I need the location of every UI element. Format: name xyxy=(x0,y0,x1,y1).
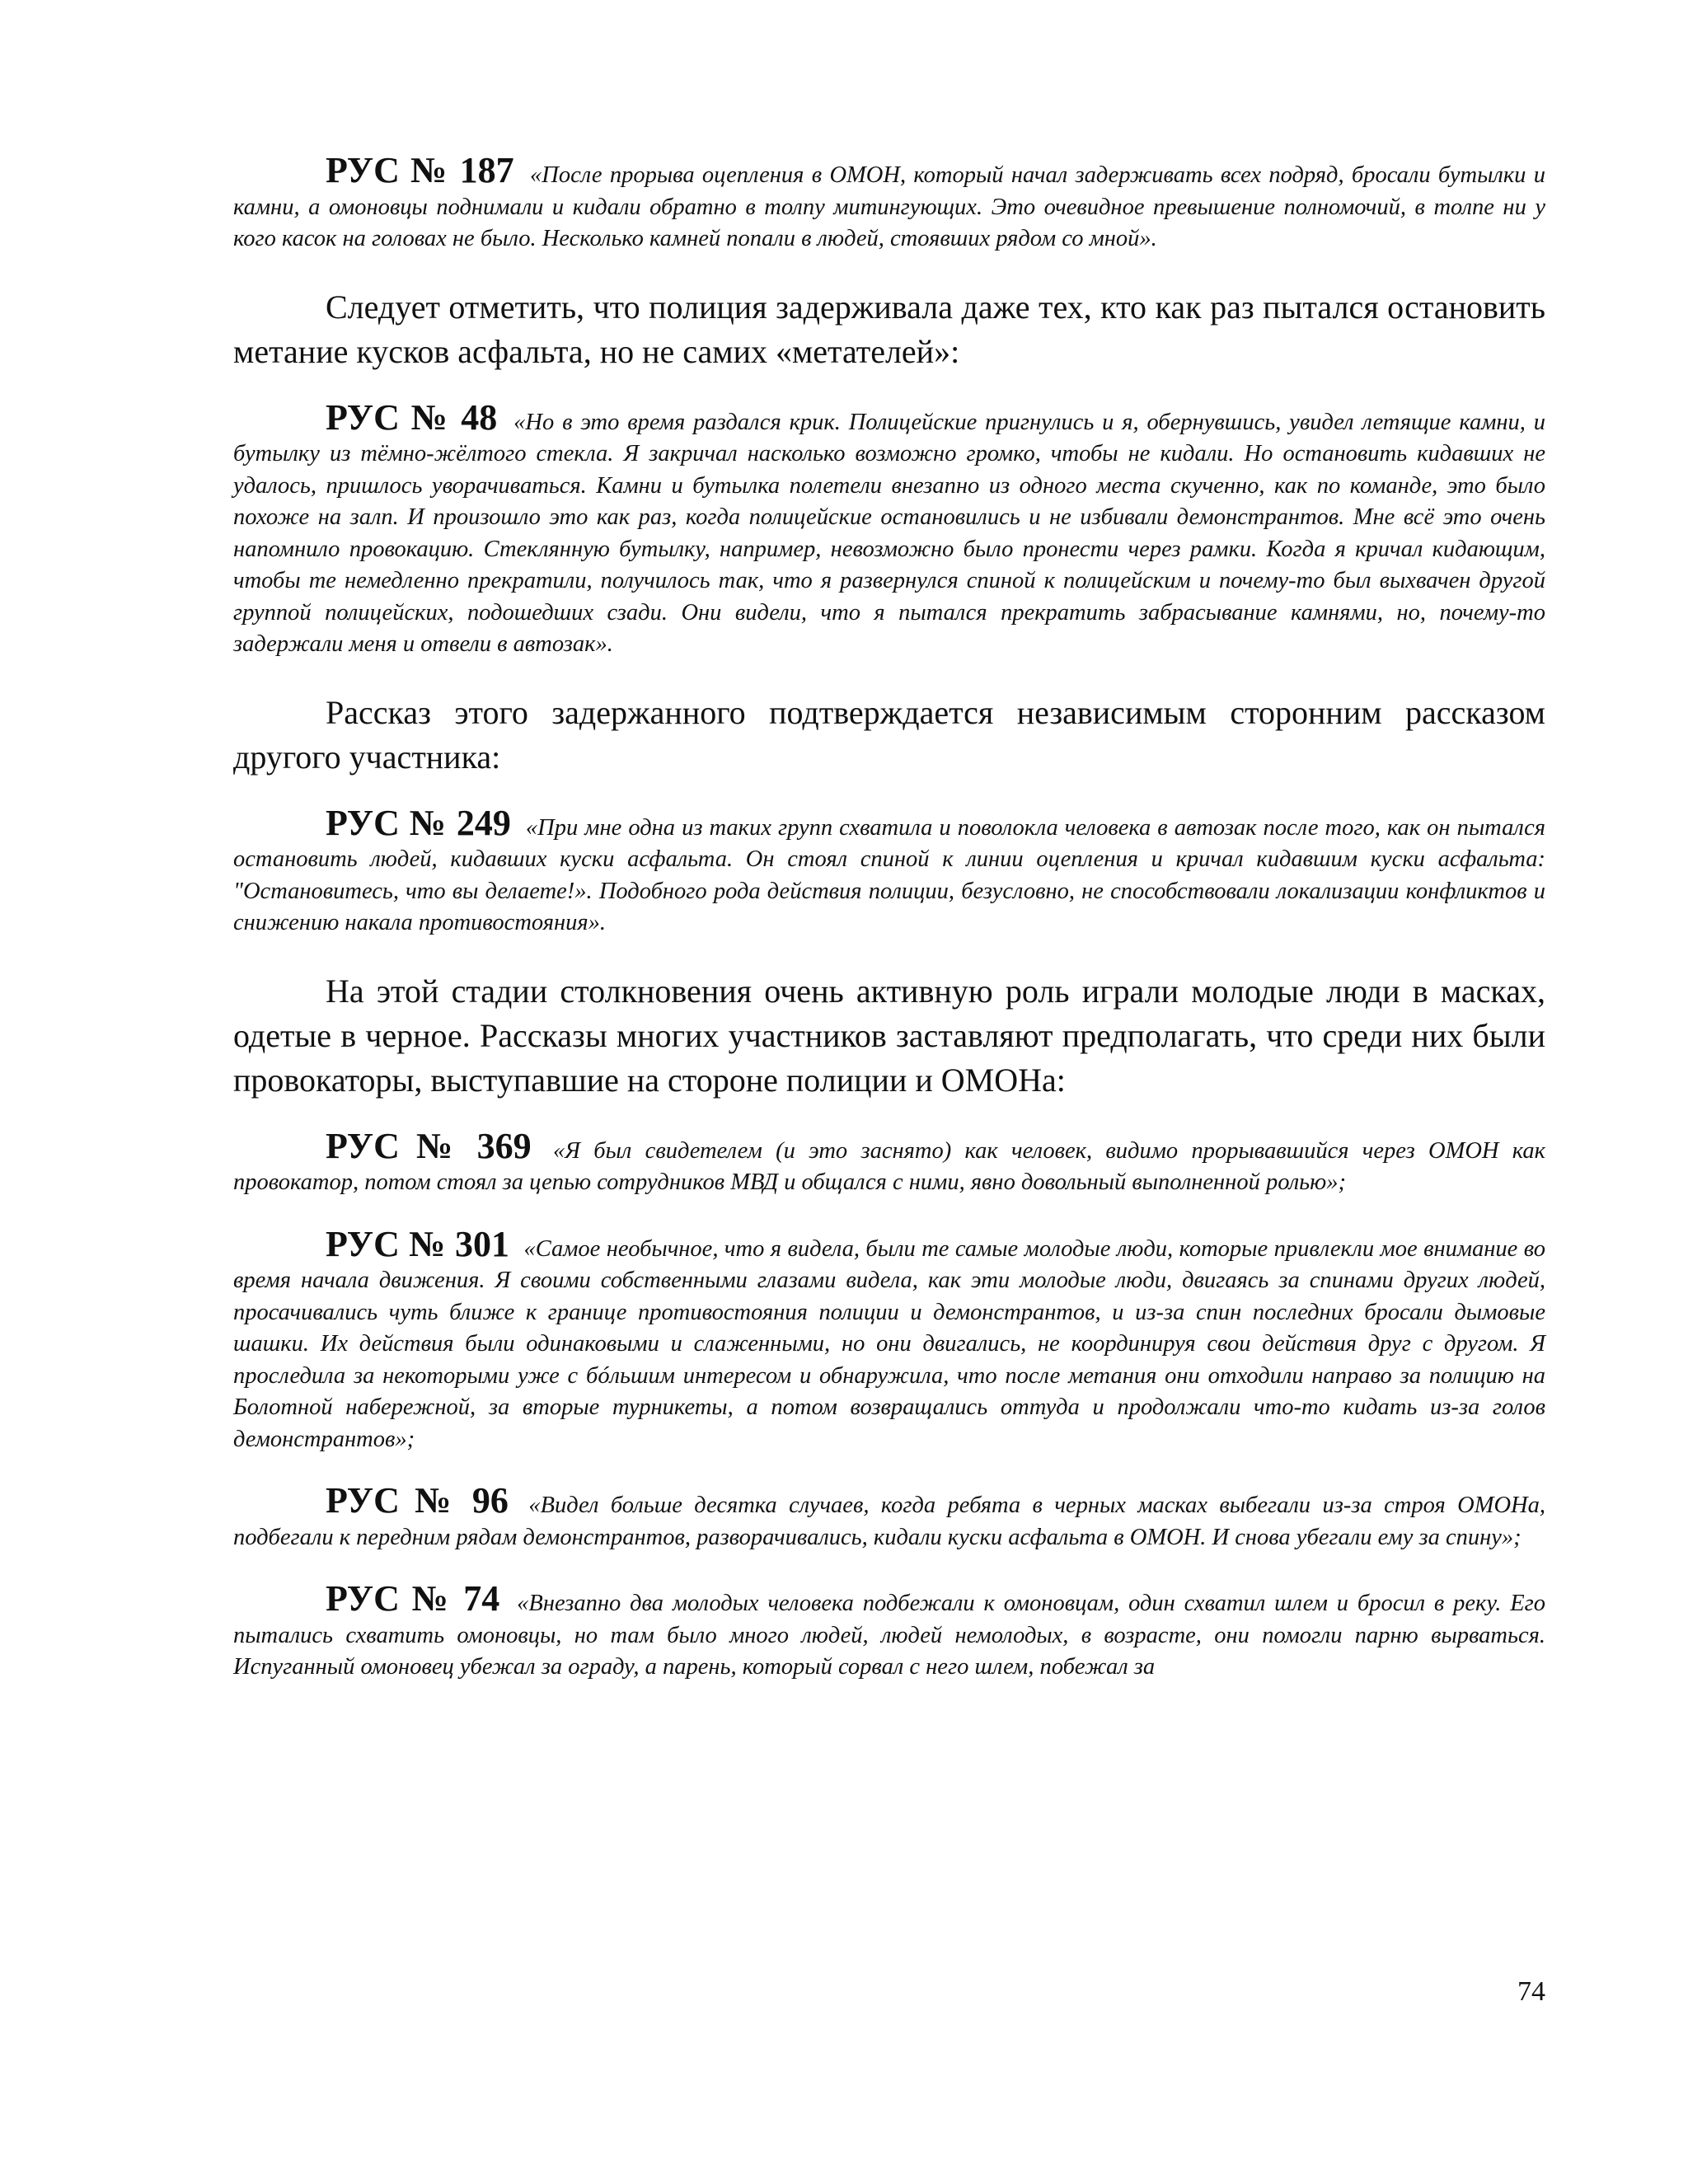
testimony-quote xyxy=(233,1578,1546,1684)
body-paragraph: На этой стадии столкновения очень активную роль играли молодые люди в масках, одетые в черное. Рассказы многих участников заставляют предполагать, что среди них были провокаторы, выступавшие на стороне полиции и ОМОНа: xyxy=(233,972,1545,1099)
testimony-quote xyxy=(233,802,1546,940)
testimony-label: РУС № 369 xyxy=(326,1125,532,1166)
body-paragraph: Рассказ этого задержанного подтверждается независимым сторонним рассказом другого участника: xyxy=(233,693,1545,776)
body-paragraph: Следует отметить, что полиция задерживала даже тех, кто как раз пытался остановить метание кусков асфальта, но не самих «метателей»: xyxy=(233,288,1545,370)
document-body xyxy=(233,150,1546,1684)
testimony-text: «Видел больше десятка случаев, когда ребята в черных масках выбегали из-за строя ОМОНа, подбегали к передним рядам демонстрантов, разворачивались, кидали куски асфальта в ОМОН. И снова убегали ему за спину»; xyxy=(233,1493,1546,1550)
testimony-text: «Внезапно два молодых человека подбежали к омоновцам, один схватил шлем и бросил в реку. Его пытались схватить омоновцы, но там было много людей, людей немолодых, в возрасте, они помогли парню вырваться. Испуганный омоновец убежал за ограду, а парень, который сорвал с него шлем, побежал за xyxy=(233,1591,1546,1680)
page-number: 74 xyxy=(1517,1976,1545,2007)
testimony-text: «При мне одна из таких групп схватила и поволокла человека в автозак после того, как он пытался остановить людей, кидавших куски асфальта. Он стоял спиной к линии оцепления и кричал кидавшим куски асфальта: "Остановитесь, что вы делаете!». Подобного рода действия полиции, безусловно, не способствовали локализации конфликтов и снижению накала противостояния». xyxy=(233,814,1546,935)
testimony-quote xyxy=(233,396,1546,661)
testimony-label: РУС № 249 xyxy=(326,802,511,843)
testimony-label: РУС № 74 xyxy=(326,1578,500,1619)
testimony-label: РУС № 187 xyxy=(326,150,514,190)
testimony-quote xyxy=(233,1223,1546,1456)
testimony-quote xyxy=(233,1480,1546,1554)
testimony-text: «Самое необычное, что я видела, были те самые молодые люди, которые привлекли мое внимание во время начала движения. Я своими собственными глазами видела, как эти молодые люди, двигаясь за спинами других людей, просачивались чуть ближе к границе противостояния полиции и демонстрантов, и из-за спин последних бросали дымовые шашки. Их действия были одинаковыми и слаженными, но они двигались, не координируя свои действия друг с другом. Я проследила за некоторыми уже с бóльшим интересом и обнаружила, что после метания они отходили направо за полицию на Болотной набережной, за вторые турникеты, а потом возвращались оттуда и продолжали что-то кидать из-за голов демонстрантов»; xyxy=(233,1235,1546,1452)
testimony-quote xyxy=(233,150,1545,255)
testimony-label: РУС № 96 xyxy=(326,1480,509,1521)
testimony-text: «После прорыва оцепления в ОМОН, который начал задерживать всех подряд, бросали бутылки и камни, а омоновцы поднимали и кидали обратно в толпу митингующих. Это очевидное превышение полномочий, в толпе ни у кого касок на головах не было. Несколько камней попали в людей, стоявших рядом со мной». xyxy=(233,162,1545,251)
testimony-quote xyxy=(233,1125,1546,1199)
testimony-label: РУС № 301 xyxy=(326,1223,510,1264)
testimony-text: «Я был свидетелем (и это заснято) как человек, видимо прорывавшийся через ОМОН как провокатор, потом стоял за цепью сотрудников МВД и общался с ними, явно довольный выполненной ролью»; xyxy=(233,1137,1546,1195)
testimony-label: РУС № 48 xyxy=(326,396,498,438)
testimony-text: «Но в это время раздался крик. Полицейские пригнулись и я, обернувшись, увидел летящие камни, и бутылку из тёмно-жёлтого стекла. Я закричал насколько возможно громко, чтобы не кидали. Но остановить кидавших не удалось, пришлось уворачиваться. Камни и бутылка полетели внезапно из одного места скученно, как по команде, это было похоже на залп. И произошло это как раз, когда полицейские остановились и не избивали демонстрантов. Мне всё это очень напомнило провокацию. Стеклянную бутылку, например, невозможно было пронести через рамки. Когда я кричал кидающим, чтобы те немедленно прекратили, получилось так, что я развернулся спиной к полицейским и почему-то был выхвачен другой группой полицейских, подошедших сзади. Они видели, что я пытался прекратить забрасывание камнями, но, почему-то задержали меня и отвели в автозак». xyxy=(233,409,1546,657)
